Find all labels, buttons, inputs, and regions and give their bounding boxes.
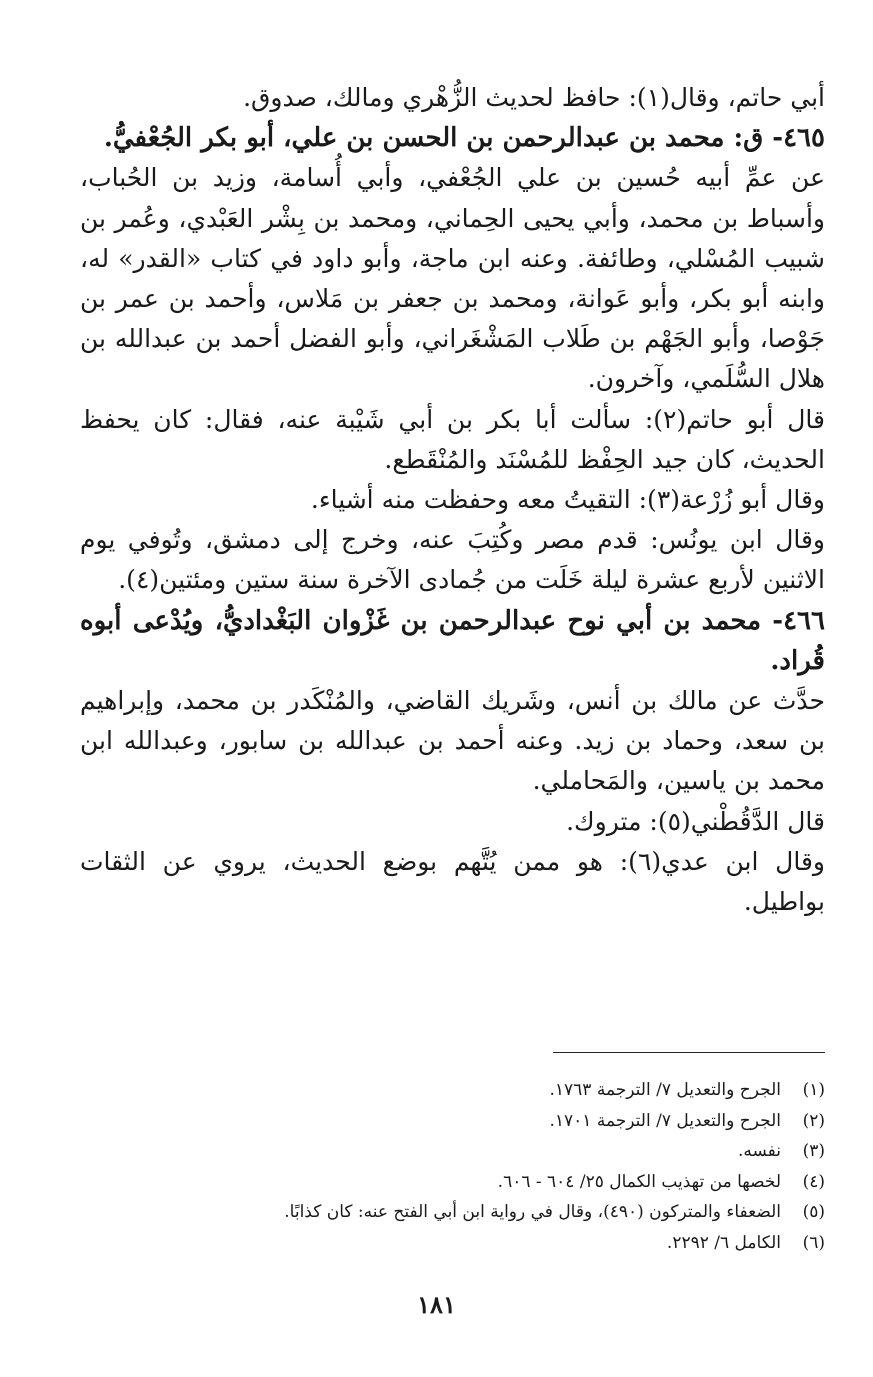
footnote-text: لخصها من تهذيب الكمال ٢٥/ ٦٠٤ - ٦٠٦. <box>497 1171 781 1192</box>
main-text <box>80 78 825 922</box>
paragraph: عن عمِّ أبيه حُسين بن علي الجُعْفي، وأبي أُسامة، وزيد بن الحُباب، وأسباط بن محمد، وأبي يحيى الحِماني، ومحمد بن بِشْر العَبْدي، وعُمر بن شبيب المُسْلي، وطائفة. وعنه ابن ماجة، وأبو داود في كتاب «القدر» له، وابنه أبو بكر، وأبو عَوانة، ومحمد بن جعفر بن مَلاس، وأحمد بن عمر بن جَوْصا، وأبو الجَهْم بن طَلاب المَشْغَراني، وأبو الفضل أحمد بن عبدالله بن هلال السُّلَمي، وآخرون. <box>80 163 825 394</box>
page-number: ١٨١ <box>417 1290 456 1319</box>
footnote-divider <box>553 1052 825 1053</box>
footnote-text: الكامل ٦/ ٢٢٩٢. <box>666 1232 781 1253</box>
footnote-text: الضعفاء والمتركون (٤٩٠)، وقال في رواية ابن أبي الفتح عنه: كان كذابًا. <box>284 1202 781 1222</box>
footnote-number: (١) <box>802 1080 825 1100</box>
footnote-number: (٦) <box>802 1232 825 1253</box>
paragraph: حدَّث عن مالك بن أنس، وشَريك القاضي، والمُنْكَدر بن محمد، وإبراهيم بن سعد، وحماد بن زيد. وعنه أحمد بن عبدالله بن سابور، وعبدالله ابن محمد بن ياسين، والمَحاملي. <box>80 686 825 796</box>
paragraph: وقال ابن يونُس: قدم مصر وكُتِبَ عنه، وخرج إلى دمشق، وتُوفي يوم الاثنين لأربع عشرة ليلة خَلَت من جُمادى الآخرة سنة ستين ومئتين(٤). <box>80 525 825 595</box>
paragraph: قال أبو حاتم(٢): سألت أبا بكر بن أبي شَيْبة عنه، فقال: كان يحفظ الحديث، كان جيد الحِفْظ للمُسْنَد والمُنْقَطع. <box>80 404 825 474</box>
footnote-number: (٤) <box>802 1171 825 1192</box>
paragraph: وقال أبو زُرْعة(٣): التقيتُ معه وحفظت منه أشياء. <box>310 485 825 515</box>
footnote-number: (٢) <box>802 1110 825 1131</box>
footnote-text: الجرح والتعديل ٧/ الترجمة ١٧٠١. <box>549 1110 781 1131</box>
footnote-text: نفسه. <box>737 1141 781 1161</box>
entry-heading-466: ٤٦٦- محمد بن أبي نوح عبدالرحمن بن غَزْوان البَغْداديُّ، ويُدْعى أبوه قُراد. <box>80 605 825 676</box>
footnote-item <box>80 1136 825 1167</box>
footnote-text: الجرح والتعديل ٧/ الترجمة ١٧٦٣. <box>549 1080 781 1100</box>
footnote-item <box>80 1228 825 1259</box>
footnote-item <box>80 1075 825 1106</box>
footnote-number: (٣) <box>802 1141 825 1161</box>
footnote-item <box>80 1197 825 1228</box>
footnotes <box>80 1075 825 1258</box>
footnote-item <box>80 1106 825 1137</box>
paragraph: قال الدَّقُطْني(٥): متروك. <box>566 806 825 836</box>
footnote-item <box>80 1167 825 1198</box>
paragraph: أبي حاتم، وقال(١): حافظ لحديث الزُّهْري ومالك، صدوق. <box>243 83 825 112</box>
footnote-number: (٥) <box>802 1202 825 1222</box>
entry-heading-465: ٤٦٥- ق: محمد بن عبدالرحمن بن الحسن بن علي، أبو بكر الجُعْفيُّ. <box>103 123 825 154</box>
paragraph: وقال ابن عدي(٦): هو ممن يُتَّهم بوضع الحديث، يروي عن الثقات بواطيل. <box>80 846 825 917</box>
